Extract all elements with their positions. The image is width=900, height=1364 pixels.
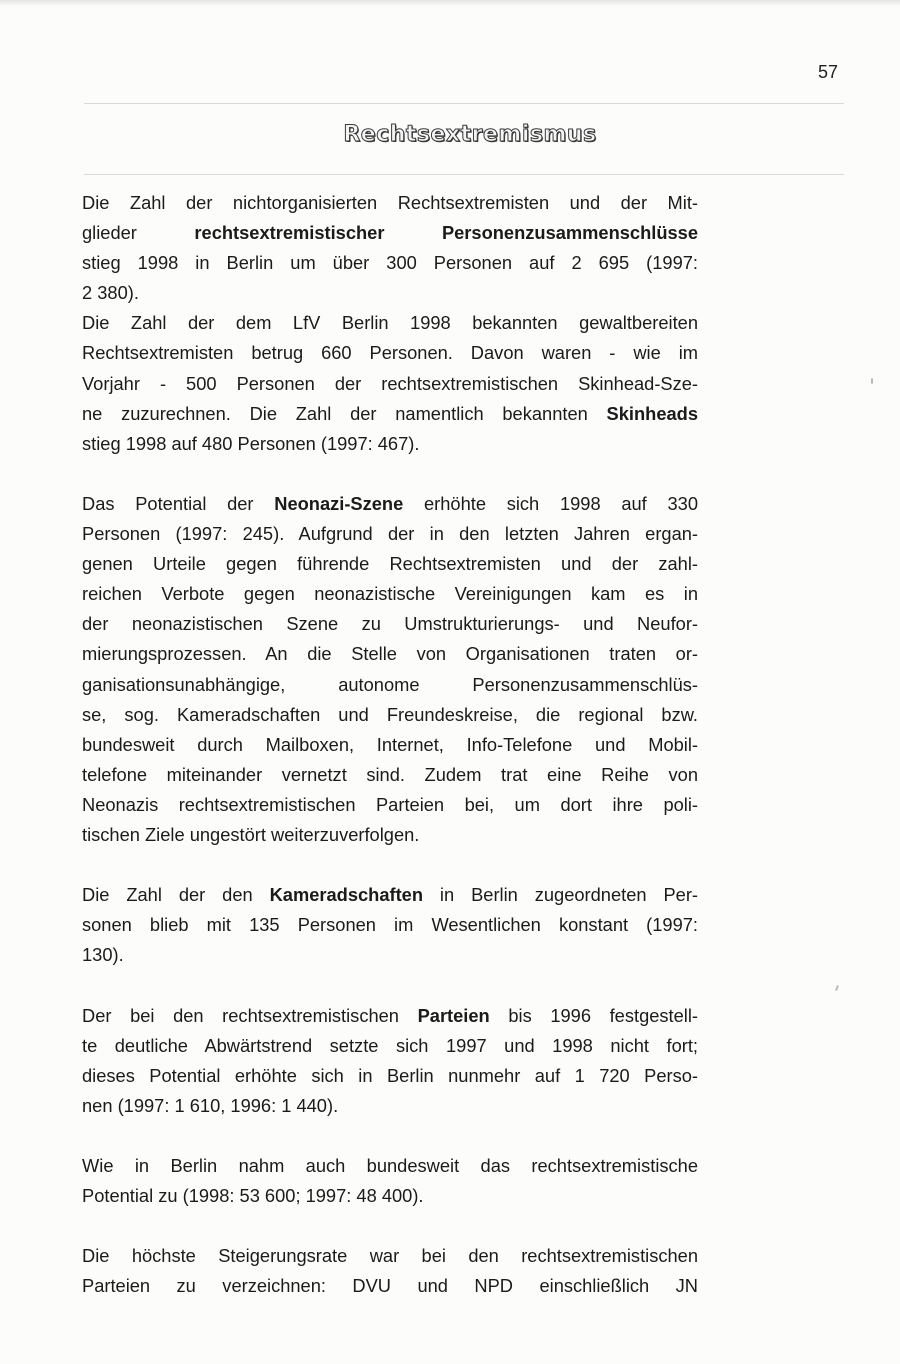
text-line: ganisationsunabhängige, autonome Personenzusammenschlüs-: [82, 673, 698, 695]
text-line: stieg 1998 in Berlin um über 300 Personen auf 2 695 (1997:: [82, 252, 698, 274]
bold-term: Parteien: [417, 1004, 490, 1026]
page-title: Rechtsextremismus: [343, 122, 597, 147]
text-line: Personen (1997: 245). Aufgrund der in den letzten Jahren ergan-: [82, 523, 698, 545]
text-line: Die höchste Steigerungsrate war bei den rechtsextremistischen: [82, 1245, 698, 1267]
text-line: glieder rechtsextremistischer Personenzusammenschlüsse: [82, 222, 698, 244]
text-line: Die Zahl der dem LfV Berlin 1998 bekannten gewaltbereiten: [82, 312, 698, 334]
scan-speck: [871, 378, 873, 384]
text-line: telefone miteinander vernetzt sind. Zudem trat eine Reihe von: [82, 763, 698, 785]
text-line: reichen Verbote gegen neonazistische Vereinigungen kam es in: [82, 583, 698, 605]
bold-term: Neonazi-Szene: [274, 492, 404, 514]
text-line: Das Potential der Neonazi-Szene erhöhte sich 1998 auf 330: [82, 492, 698, 514]
page-number: 57: [818, 62, 839, 82]
text-line: te deutliche Abwärtstrend setzte sich 1997 und 1998 nicht fort;: [82, 1034, 698, 1056]
text-line: Rechtsextremisten betrug 660 Personen. Davon waren - wie im: [82, 342, 698, 364]
text-line: bundesweit durch Mailboxen, Internet, Info-Telefone und Mobil-: [82, 733, 698, 755]
text-line: dieses Potential erhöhte sich in Berlin nunmehr auf 1 720 Perso-: [82, 1064, 698, 1086]
text-line: Wie in Berlin nahm auch bundesweit das rechtsextremistische: [82, 1155, 698, 1176]
paragraph: [82, 1151, 698, 1211]
text-line: 130).: [82, 944, 124, 966]
text-line: sonen blieb mit 135 Personen im Wesentlichen konstant (1997:: [82, 914, 698, 936]
text-line: Potential zu (1998: 53 600; 1997: 48 400).: [82, 1185, 424, 1207]
text-line: Der bei den rechtsextremistischen Parteien bis 1996 festgestell-: [82, 1004, 698, 1026]
text-line: mierungsprozessen. An die Stelle von Organisationen traten or-: [82, 643, 698, 665]
text-line: tischen Ziele ungestört weiterzuverfolgen.: [82, 823, 420, 845]
text-line: nen (1997: 1 610, 1996: 1 440).: [82, 1094, 339, 1116]
header-rule-bottom: [84, 174, 844, 175]
bold-term: Skinheads: [606, 402, 698, 424]
text-line: Die Zahl der nichtorganisierten Rechtsextremisten und der Mit-: [82, 192, 698, 213]
text-line: 2 380).: [82, 282, 139, 304]
paragraph: [82, 1241, 698, 1301]
scan-top-edge: [0, 0, 900, 6]
text-line: Parteien zu verzeichnen: DVU und NPD einschließlich JN: [82, 1275, 698, 1297]
header-rule-top: [84, 103, 844, 104]
text-line: der neonazistischen Szene zu Umstrukturierungs- und Neufor-: [82, 613, 698, 635]
text-line: se, sog. Kameradschaften und Freundeskreise, die regional bzw.: [82, 703, 698, 725]
text-line: Vorjahr - 500 Personen der rechtsextremistischen Skinhead-Sze-: [82, 372, 698, 394]
paragraph: [82, 489, 698, 850]
bold-term: Kameradschaften: [269, 884, 424, 906]
scan-speck: [835, 985, 839, 991]
bold-term: rechtsextremistischer Personenzusammenschlüsse: [194, 222, 698, 244]
text-line: genen Urteile gegen führende Rechtsextremisten und der zahl-: [82, 553, 698, 575]
text-line: ne zuzurechnen. Die Zahl der namentlich bekannten Skinheads: [82, 402, 698, 424]
paragraph: [82, 880, 698, 970]
paragraph: [82, 188, 698, 459]
text-line: Die Zahl der den Kameradschaften in Berlin zugeordneten Per-: [82, 884, 698, 906]
body-text: [82, 188, 698, 1332]
text-line: stieg 1998 auf 480 Personen (1997: 467).: [82, 432, 420, 454]
paragraph: [82, 1001, 698, 1121]
text-line: Neonazis rechtsextremistischen Parteien bei, um dort ihre poli-: [82, 793, 698, 815]
